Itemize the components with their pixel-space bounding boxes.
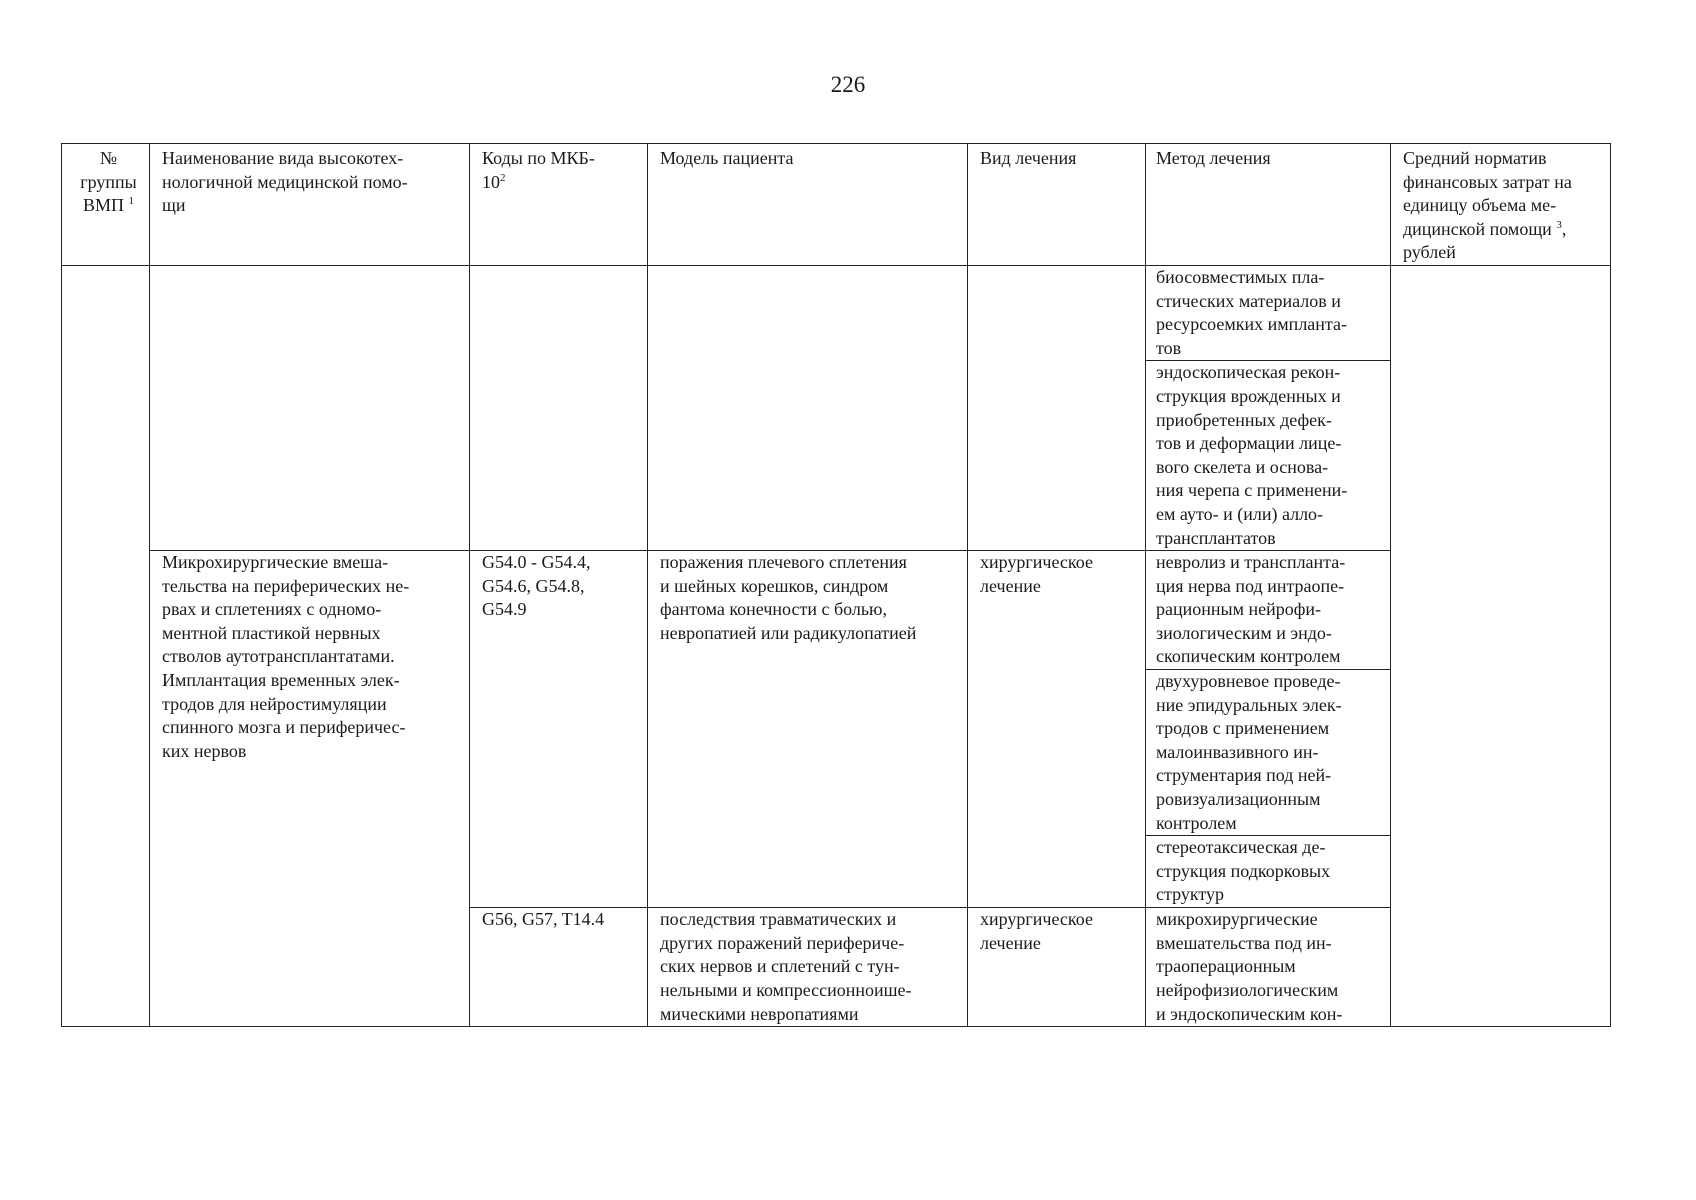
codes-cell-g54: G54.0 - G54.4, G54.6, G54.8, G54.9 [470,551,648,908]
care-type-cell-prev [150,265,470,550]
table-row [62,551,1611,670]
type-cell-prev [968,265,1146,550]
method-cell-microsurgical: микрохирургические вмешательства под ин- траоперационным нейрофизиологическим и эндоскопическим кон- [1146,908,1391,1027]
header-patient-model: Модель пациента [648,144,968,266]
model-cell-prev [648,265,968,550]
codes-cell-prev [470,265,648,550]
table-header-row [62,144,1611,266]
care-type-cell-microsurgery: Микрохирургические вмеша- тельства на периферических не- рвах и сплетениях с одномо- ментной пластикой нервных стволов аутотрансплантатами. Имплантация временных элек- тродов для нейростимуляции спинного мозга и периферичес- ких нервов [150,551,470,1027]
type-cell-surgical-b: хирургическое лечение [968,908,1146,1027]
cost-cell [1391,265,1611,1026]
method-cell-biocompatible: биосовместимых пла- стических материалов и ресурсоемких импланта- тов [1146,265,1391,360]
header-icd-codes: Коды по МКБ- $10^2$ [470,144,648,266]
page-number: 226 [830,72,866,97]
header-group-number: № группы ВМП $^1$ [62,144,150,266]
group-number-cell [62,265,150,1026]
header-treatment-type: Вид лечения [968,144,1146,266]
type-cell-surgical-a: хирургическое лечение [968,551,1146,908]
header-care-type-name: Наименование вида высокотех- нологичной медицинской помо- щи [150,144,470,266]
method-cell-epidural-electrodes: двухуровневое проведе- ние эпидуральных элек- тродов с применением малоинвазивного ин- струментария под ней- ровизуализационным контролем [1146,670,1391,836]
header-cost-standard: Средний норматив финансовых затрат на единицу объема ме- дицинской помощи $^3$, рублей [1391,144,1611,266]
vmp-table [61,143,1611,1027]
method-cell-stereotactic: стереотаксическая де- струкция подкорковых структур [1146,836,1391,908]
model-cell-plexus: поражения плечевого сплетения и шейных корешков, синдром фантома конечности с болью, невропатией или радикулопатией [648,551,968,908]
header-treatment-method: Метод лечения [1146,144,1391,266]
table-row [62,265,1611,360]
method-cell-neurolysis: невролиз и транспланта- ция нерва под интраопе- рационным нейрофи- зиологическим и эндо- скопическим контролем [1146,551,1391,670]
model-cell-trauma: последствия травматических и других поражений перифериче- ских нервов и сплетений с тун- нельными и компрессионноише- мическими невропатиями [648,908,968,1027]
codes-cell-g56: G56, G57, T14.4 [470,908,648,1027]
method-cell-endoscopic-reconstruction: эндоскопическая рекон- струкция врожденных и приобретенных дефек- тов и деформации лице- вого скелета и основа- ния черепа с применени- ем ауто- и (или) алло- трансплантатов [1146,361,1391,551]
